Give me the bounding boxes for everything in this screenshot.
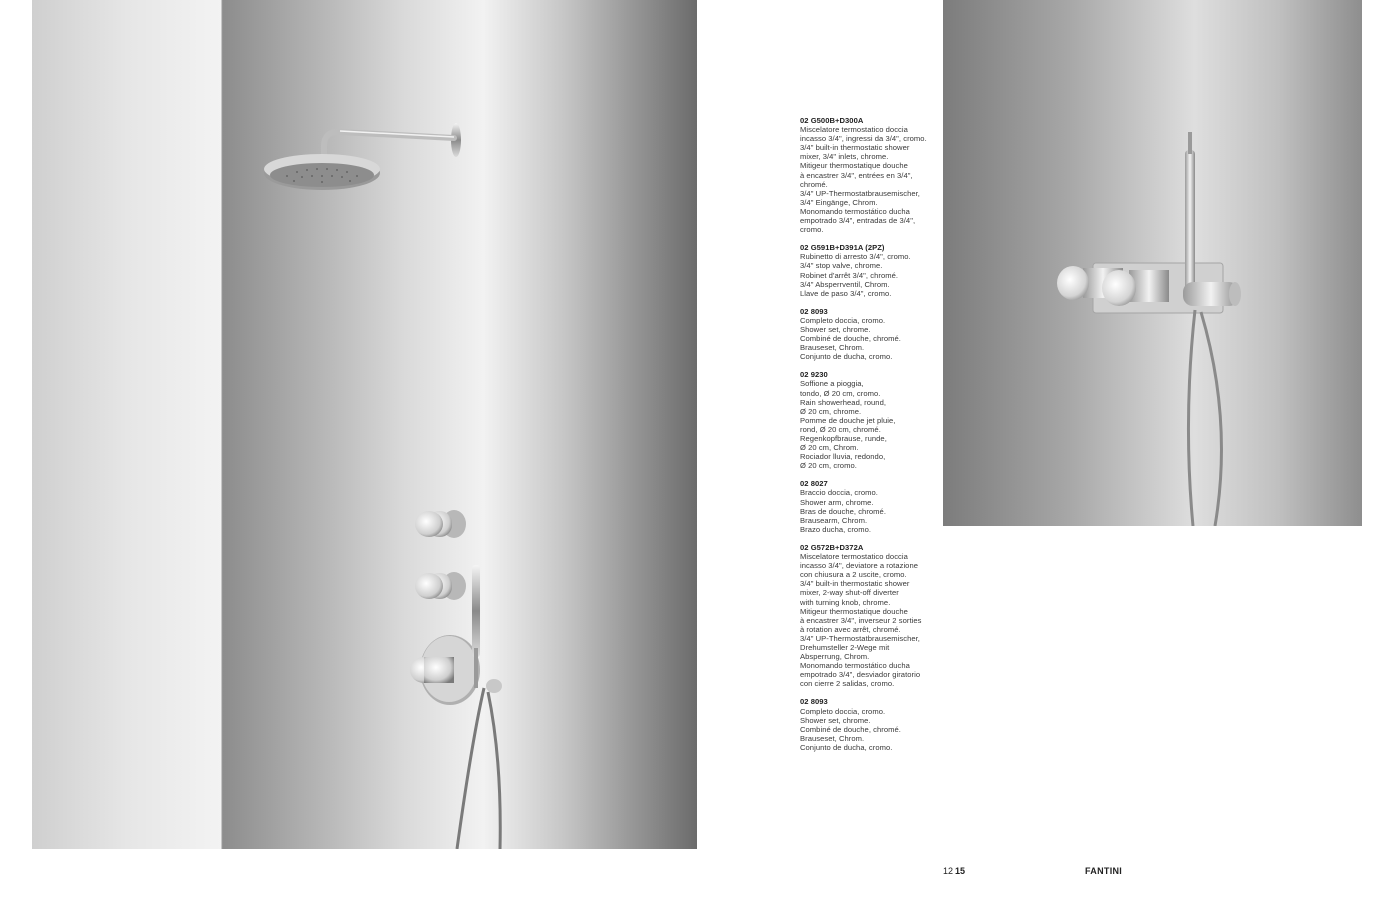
product-description-line: Monomando termostático ducha [800, 206, 910, 216]
product-description-line: Brauseset, Chrom. [800, 733, 865, 743]
product-code: 02 G500B+D300A [800, 116, 864, 125]
product-description-line: Ø 20 cm, Chrom. [800, 443, 859, 453]
product-code: 02 8027 [800, 479, 828, 489]
product-description-line: 3/4" UP-Thermostatbrausemischer, [800, 633, 920, 643]
product-description-line: Rain showerhead, round, [800, 397, 887, 407]
product-description-line: Llave de paso 3/4", cromo. [800, 288, 892, 298]
product-code: 02 9230 [800, 370, 828, 380]
product-code: 02 8093 [800, 306, 828, 316]
product-description-line: à encastrer 3/4", inverseur 2 sorties [800, 615, 922, 625]
product-code: 02 8093 [800, 697, 828, 707]
product-description-line: chromé. [800, 179, 828, 189]
product-description-line: Completo doccia, cromo. [800, 315, 886, 325]
product-description-line: mixer, 3/4" inlets, chrome. [800, 152, 889, 162]
product-description-line: Shower set, chrome. [800, 324, 871, 334]
product-description-line: incasso 3/4", deviatore a rotazione [800, 561, 918, 571]
product-description-line: empotrado 3/4", entradas de 3/4", [800, 216, 916, 226]
product-description-line: incasso 3/4", ingressi da 3/4", cromo. [800, 134, 927, 144]
product-description-line: Conjunto de ducha, cromo. [800, 742, 893, 752]
product-description-line: con chiusura a 2 uscite, cromo. [800, 570, 907, 580]
product-entry [800, 116, 940, 234]
product-description-line: Braccio doccia, cromo. [800, 488, 878, 498]
product-description-line: Completo doccia, cromo. [800, 706, 886, 716]
product-entry [800, 307, 940, 362]
product-descriptions [800, 116, 940, 761]
product-description-line: Robinet d'arrêt 3/4", chromé. [800, 270, 899, 280]
page-number-right: 15 [955, 866, 966, 876]
product-entry [800, 543, 940, 689]
product-description-line: 3/4" UP-Thermostatbrausemischer, [800, 188, 920, 198]
product-description-line: tondo, Ø 20 cm, cromo. [800, 388, 881, 398]
product-description-line: Miscelatore termostatico doccia [800, 552, 908, 562]
product-description-line: Ø 20 cm, cromo. [800, 461, 857, 471]
product-description-line: 3/4" Eingänge, Chrom. [800, 197, 878, 207]
product-entry [800, 243, 940, 298]
product-description-line: Bras de douche, chromé. [800, 506, 886, 516]
product-description-line: 3/4" built-in thermostatic shower [800, 143, 910, 153]
product-entry [800, 370, 940, 470]
product-description-line: mixer, 2-way shut-off diverter [800, 588, 899, 598]
product-description-line: 3/4" stop valve, chrome. [800, 261, 883, 271]
product-description-line: Conjunto de ducha, cromo. [800, 352, 893, 362]
product-description-line: Miscelatore termostatico doccia [800, 125, 908, 135]
product-description-line: Combiné de douche, chromé. [800, 724, 901, 734]
product-description-line: Absperrung, Chrom. [800, 652, 870, 662]
product-description-line: Monomando termostático ducha [800, 661, 910, 671]
stop-valve-illustration [415, 510, 466, 538]
product-code: 02 G591B+D391A (2PZ) [800, 243, 885, 253]
product-description-line: with turning knob, chrome. [800, 597, 891, 607]
product-description-line: 3/4" Absperrventil, Chrom. [800, 279, 890, 289]
product-description-line: Mitigeur thermostatique douche [800, 161, 908, 171]
product-description-line: à encastrer 3/4", entrées en 3/4", [800, 170, 913, 180]
page-number-left: 12 [943, 866, 954, 876]
product-description-line: con cierre 2 salidas, cromo. [800, 679, 895, 689]
product-description-line: Mitigeur thermostatique douche [800, 606, 908, 616]
product-description-line: Brazo ducha, cromo. [800, 524, 872, 534]
product-description-line: Combiné de douche, chromé. [800, 334, 901, 344]
product-description-line: Soffione a pioggia, [800, 379, 864, 389]
product-description-line: Brauseset, Chrom. [800, 343, 865, 353]
product-entry [800, 479, 940, 534]
product-description-line: à rotation avec arrêt, chromé. [800, 624, 901, 634]
product-description-line: rond, Ø 20 cm, chromé. [800, 424, 881, 434]
brand-name: FANTINI [1085, 866, 1123, 876]
product-description-line: 3/4" built-in thermostatic shower [800, 579, 910, 589]
right-product-photo [943, 0, 1362, 526]
product-description-line: Ø 20 cm, chrome. [800, 406, 862, 416]
product-entry [800, 697, 940, 752]
product-description-line: Regenkopfbrause, runde, [800, 434, 887, 443]
product-description-line: cromo. [800, 225, 824, 235]
product-description-line: Rubinetto di arresto 3/4", cromo. [800, 252, 911, 262]
product-description-line: Shower set, chrome. [800, 715, 871, 725]
product-description-line: Drehumsteller 2-Wege mit [800, 642, 890, 652]
diverter-knob-illustration [415, 572, 466, 600]
product-description-line: Rociador lluvia, redondo, [800, 452, 886, 462]
product-description-line: empotrado 3/4", desviador giratorio [800, 670, 921, 680]
product-description-line: Shower arm, chrome. [800, 497, 874, 507]
product-description-line: Pomme de douche jet pluie, [800, 415, 896, 425]
left-product-photo [32, 0, 697, 849]
product-description-line: Brausearm, Chrom. [800, 515, 868, 525]
product-code: 02 G572B+D372A [800, 542, 864, 552]
